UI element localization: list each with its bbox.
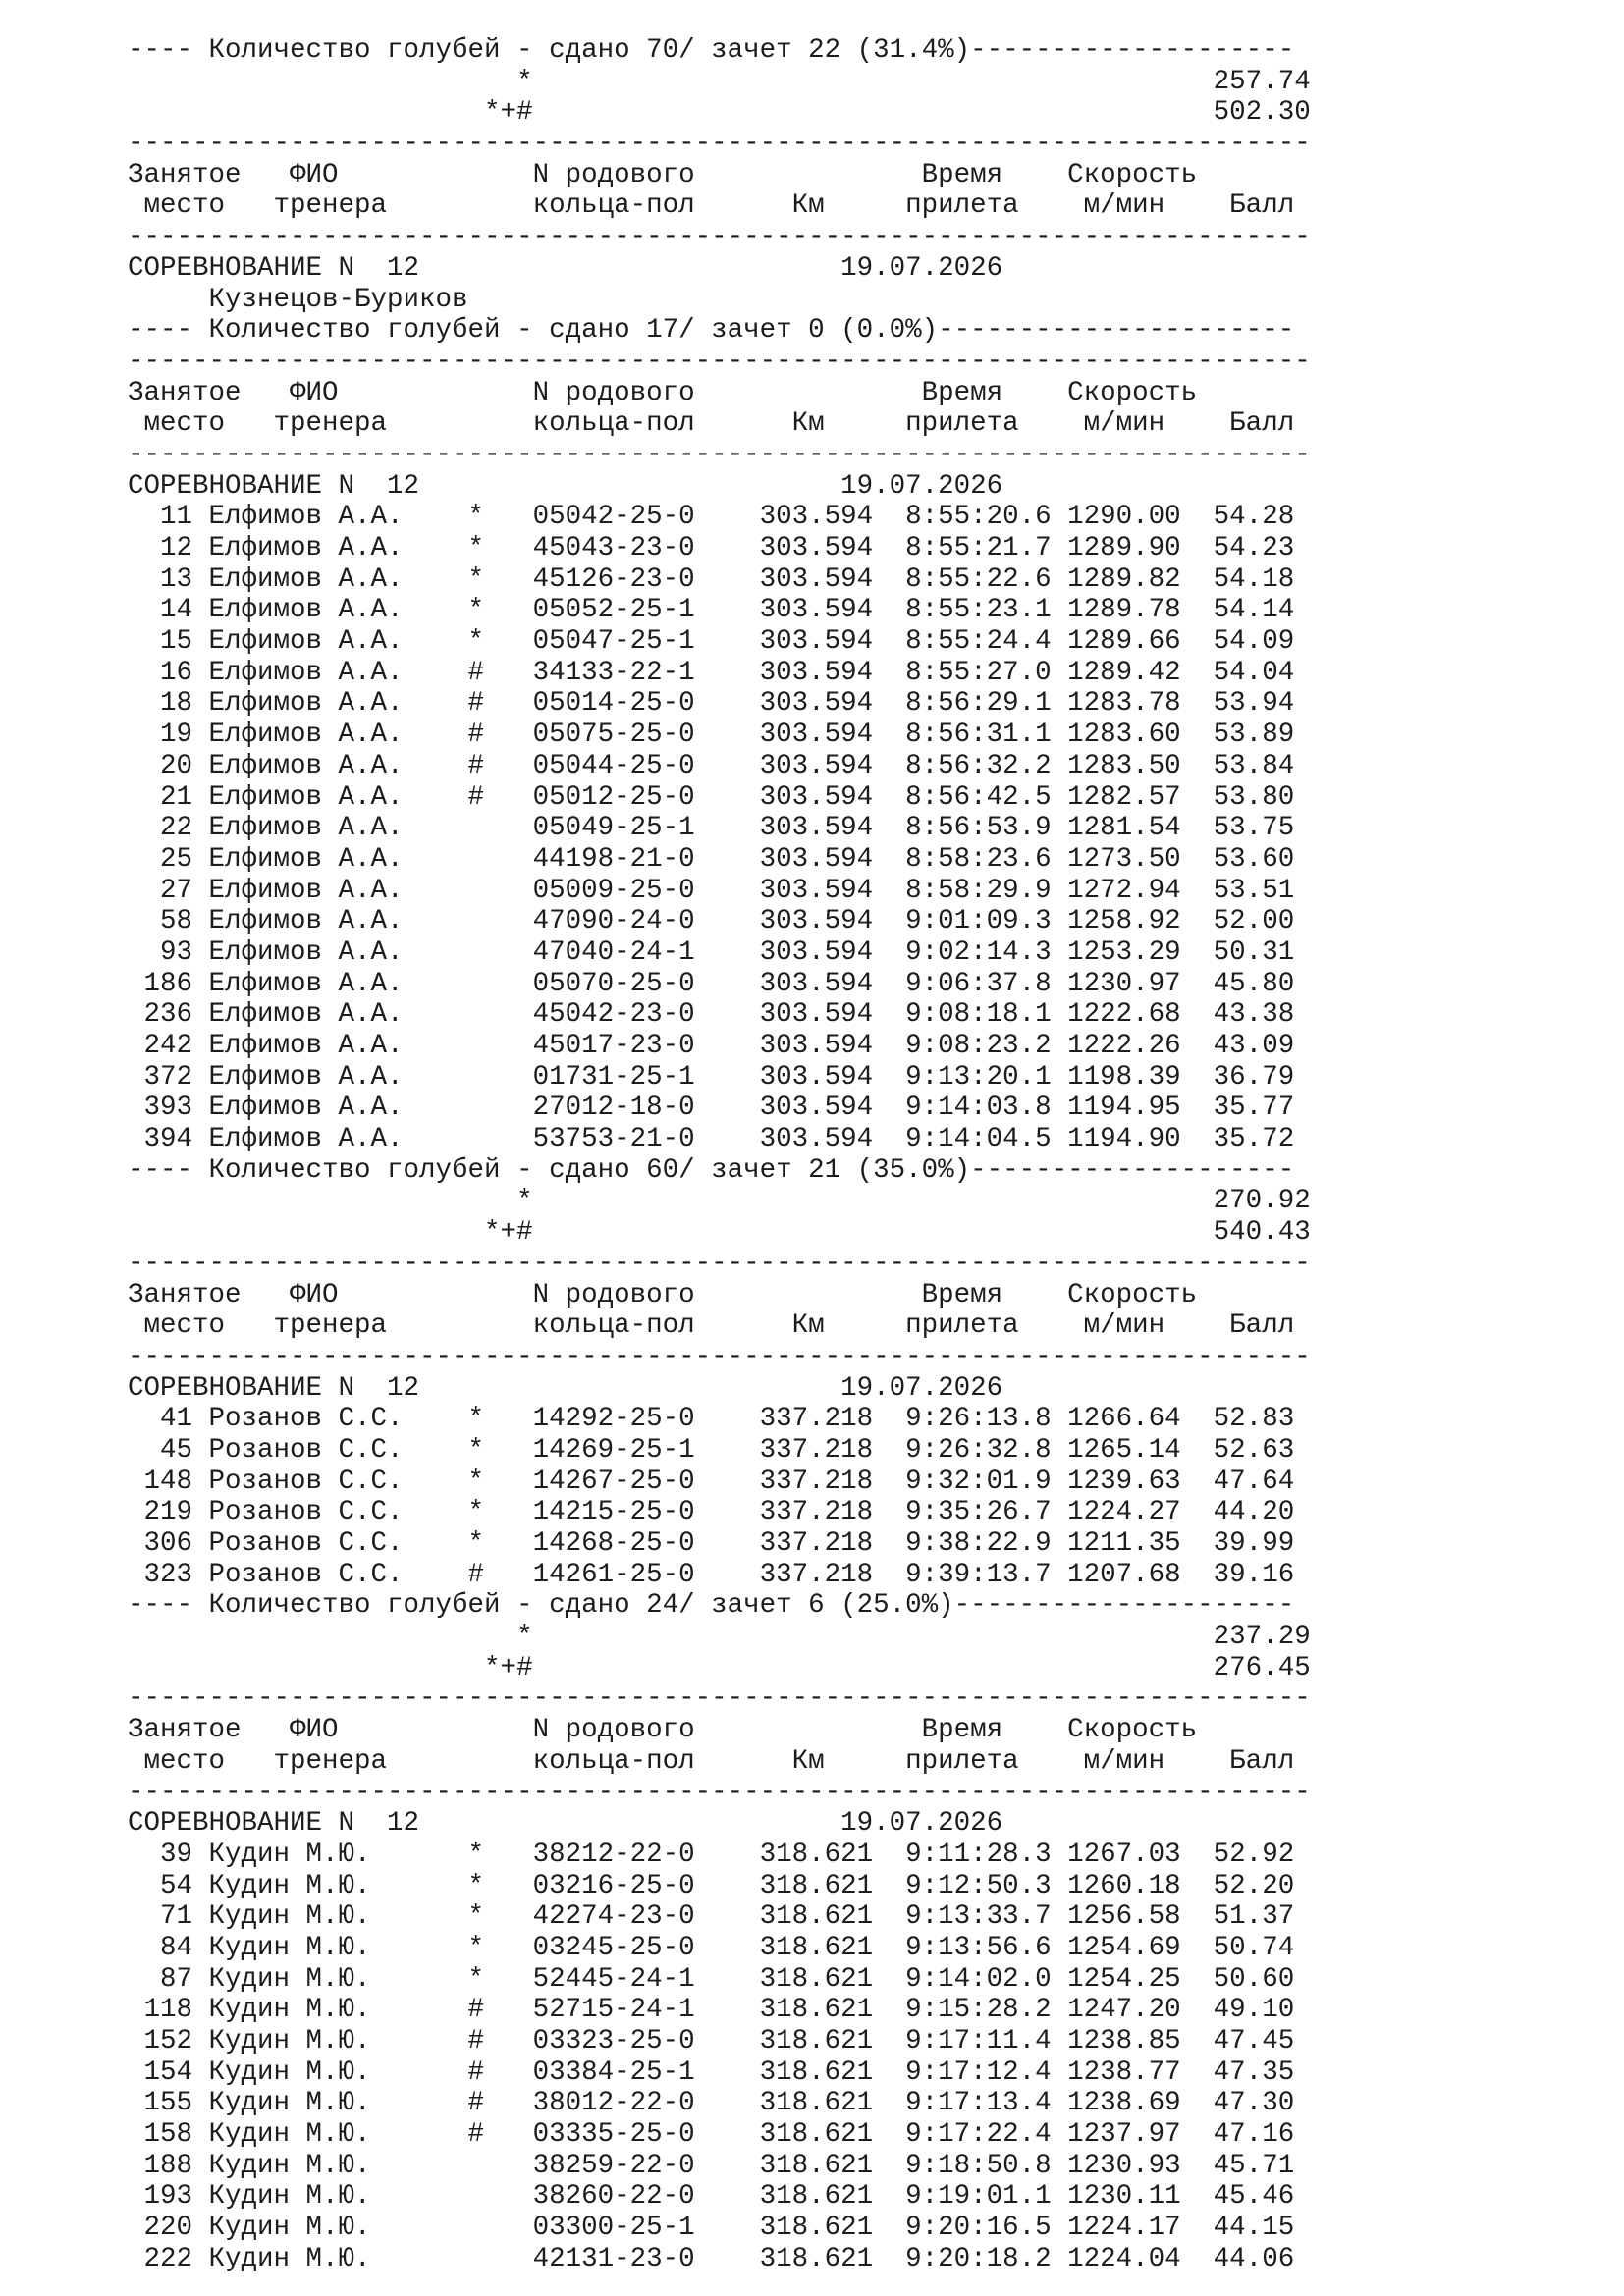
score-total-line: *+# 540.43 bbox=[128, 1217, 1311, 1249]
result-row: 87 Кудин М.Ю. * 52445-24-1 318.621 9:14:02.0 1254.25 50.60 bbox=[128, 1963, 1295, 1995]
separator-line: ------------------------------------------------------------------------- bbox=[128, 1683, 1311, 1715]
separator-line: ------------------------------------------------------------------------- bbox=[128, 129, 1311, 160]
result-row: 18 Елфимов А.А. # 05014-25-0 303.594 8:56:29.1 1283.78 53.94 bbox=[128, 688, 1295, 720]
result-row: 306 Розанов С.С. * 14268-25-0 337.218 9:38:22.9 1211.35 39.99 bbox=[128, 1528, 1295, 1559]
result-row: 13 Елфимов А.А. * 45126-23-0 303.594 8:55:22.6 1289.82 54.18 bbox=[128, 563, 1295, 595]
score-total-line: * 237.29 bbox=[128, 1622, 1311, 1653]
result-row: 19 Елфимов А.А. # 05075-25-0 303.594 8:56:31.1 1283.60 53.89 bbox=[128, 720, 1295, 751]
result-row: 158 Кудин М.Ю. # 03335-25-0 318.621 9:17:22.4 1237.97 47.16 bbox=[128, 2119, 1295, 2151]
column-header-line: Занятое ФИО N родового Время Скорость bbox=[128, 1279, 1198, 1310]
column-subheader-line: место тренера кольца-пол Км прилета м/мин Балл bbox=[128, 408, 1295, 440]
result-row: 54 Кудин М.Ю. * 03216-25-0 318.621 9:12:50.3 1260.18 52.20 bbox=[128, 1870, 1295, 1901]
competition-header: СОРЕВНОВАНИЕ N 12 19.07.2026 bbox=[128, 1372, 1003, 1404]
result-row: 186 Елфимов А.А. 05070-25-0 303.594 9:06:37.8 1230.97 45.80 bbox=[128, 968, 1295, 999]
separator-line: ------------------------------------------------------------------------- bbox=[128, 1248, 1311, 1279]
score-total-line: *+# 276.45 bbox=[128, 1652, 1311, 1683]
result-row: 93 Елфимов А.А. 47040-24-1 303.594 9:02:14.3 1253.29 50.31 bbox=[128, 936, 1295, 968]
result-row: 154 Кудин М.Ю. # 03384-25-1 318.621 9:17:12.4 1238.77 47.35 bbox=[128, 2056, 1295, 2088]
result-row: 21 Елфимов А.А. # 05012-25-0 303.594 8:56:42.5 1282.57 53.80 bbox=[128, 781, 1295, 813]
pigeon-count-summary: ---- Количество голубей - сдано 24/ зачет 6 (25.0%)--------------------- bbox=[128, 1590, 1295, 1622]
separator-line: ------------------------------------------------------------------------- bbox=[128, 1341, 1311, 1372]
result-row: 242 Елфимов А.А. 45017-23-0 303.594 9:08:23.2 1222.26 43.09 bbox=[128, 1031, 1295, 1061]
result-row: 41 Розанов С.С. * 14292-25-0 337.218 9:26:13.8 1266.64 52.83 bbox=[128, 1404, 1295, 1435]
column-header-line: Занятое ФИО N родового Время Скорость bbox=[128, 1715, 1198, 1746]
result-row: 323 Розанов С.С. # 14261-25-0 337.218 9:39:13.7 1207.68 39.16 bbox=[128, 1559, 1295, 1590]
result-row: 12 Елфимов А.А. * 45043-23-0 303.594 8:55:21.7 1289.90 54.23 bbox=[128, 533, 1295, 563]
separator-line: ------------------------------------------------------------------------- bbox=[128, 1777, 1311, 1808]
result-row: 84 Кудин М.Ю. * 03245-25-0 318.621 9:13:56.6 1254.69 50.74 bbox=[128, 1932, 1295, 1963]
result-row: 71 Кудин М.Ю. * 42274-23-0 318.621 9:13:33.7 1256.58 51.37 bbox=[128, 1901, 1295, 1933]
result-row: 236 Елфимов А.А. 45042-23-0 303.594 9:08:18.1 1222.68 43.38 bbox=[128, 999, 1295, 1031]
score-total-line: *+# 502.30 bbox=[128, 97, 1311, 129]
result-row: 193 Кудин М.Ю. 38260-22-0 318.621 9:19:01.1 1230.11 45.46 bbox=[128, 2181, 1295, 2213]
result-row: 393 Елфимов А.А. 27012-18-0 303.594 9:14:03.8 1194.95 35.77 bbox=[128, 1093, 1295, 1124]
result-row: 220 Кудин М.Ю. 03300-25-1 318.621 9:20:16.5 1224.17 44.15 bbox=[128, 2213, 1295, 2244]
column-header-line: Занятое ФИО N родового Время Скорость bbox=[128, 159, 1198, 190]
separator-line: ------------------------------------------------------------------------- bbox=[128, 439, 1311, 470]
result-row: 394 Елфимов А.А. 53753-21-0 303.594 9:14:04.5 1194.90 35.72 bbox=[128, 1124, 1295, 1155]
separator-line: ------------------------------------------------------------------------- bbox=[128, 346, 1311, 377]
trainer-name-line: Кузнецов-Буриков bbox=[128, 284, 468, 315]
result-row: 22 Елфимов А.А. 05049-25-1 303.594 8:56:53.9 1281.54 53.75 bbox=[128, 813, 1295, 844]
result-row: 45 Розанов С.С. * 14269-25-1 337.218 9:26:32.8 1265.14 52.63 bbox=[128, 1434, 1295, 1466]
result-row: 16 Елфимов А.А. # 34133-22-1 303.594 8:55:27.0 1289.42 54.04 bbox=[128, 657, 1295, 688]
result-row: 15 Елфимов А.А. * 05047-25-1 303.594 8:55:24.4 1289.66 54.09 bbox=[128, 626, 1295, 658]
column-subheader-line: место тренера кольца-пол Км прилета м/мин Балл bbox=[128, 1310, 1295, 1342]
column-subheader-line: место тренера кольца-пол Км прилета м/мин Балл bbox=[128, 1745, 1295, 1777]
result-row: 118 Кудин М.Ю. # 52715-24-1 318.621 9:15:28.2 1247.20 49.10 bbox=[128, 1995, 1295, 2026]
result-row: 188 Кудин М.Ю. 38259-22-0 318.621 9:18:50.8 1230.93 45.71 bbox=[128, 2150, 1295, 2181]
competition-header: СОРЕВНОВАНИЕ N 12 19.07.2026 bbox=[128, 252, 1003, 284]
result-row: 25 Елфимов А.А. 44198-21-0 303.594 8:58:23.6 1273.50 53.60 bbox=[128, 843, 1295, 875]
report-listing bbox=[128, 35, 1311, 2275]
pigeon-count-summary: ---- Количество голубей - сдано 60/ зачет 21 (35.0%)-------------------- bbox=[128, 1154, 1295, 1186]
competition-header: СОРЕВНОВАНИЕ N 12 19.07.2026 bbox=[128, 470, 1003, 502]
result-row: 58 Елфимов А.А. 47090-24-0 303.594 9:01:09.3 1258.92 52.00 bbox=[128, 906, 1295, 937]
pigeon-count-summary: ---- Количество голубей - сдано 17/ зачет 0 (0.0%)---------------------- bbox=[128, 315, 1295, 347]
result-row: 222 Кудин М.Ю. 42131-23-0 318.621 9:20:18.2 1224.04 44.06 bbox=[128, 2243, 1295, 2274]
result-row: 219 Розанов С.С. * 14215-25-0 337.218 9:35:26.7 1224.27 44.20 bbox=[128, 1497, 1295, 1528]
pigeon-count-summary: ---- Количество голубей - сдано 70/ зачет 22 (31.4%)-------------------- bbox=[128, 35, 1295, 66]
score-total-line: * 257.74 bbox=[128, 66, 1311, 97]
result-row: 27 Елфимов А.А. 05009-25-0 303.594 8:58:29.9 1272.94 53.51 bbox=[128, 875, 1295, 906]
column-subheader-line: место тренера кольца-пол Км прилета м/мин Балл bbox=[128, 190, 1295, 222]
result-row: 152 Кудин М.Ю. # 03323-25-0 318.621 9:17:11.4 1238.85 47.45 bbox=[128, 2026, 1295, 2056]
competition-header: СОРЕВНОВАНИЕ N 12 19.07.2026 bbox=[128, 1808, 1003, 1840]
result-row: 14 Елфимов А.А. * 05052-25-1 303.594 8:55:23.1 1289.78 54.14 bbox=[128, 595, 1295, 626]
score-total-line: * 270.92 bbox=[128, 1186, 1311, 1217]
separator-line: ------------------------------------------------------------------------- bbox=[128, 222, 1311, 253]
result-row: 155 Кудин М.Ю. # 38012-22-0 318.621 9:17:13.4 1238.69 47.30 bbox=[128, 2088, 1295, 2119]
result-row: 372 Елфимов А.А. 01731-25-1 303.594 9:13:20.1 1198.39 36.79 bbox=[128, 1061, 1295, 1093]
result-row: 11 Елфимов А.А. * 05042-25-0 303.594 8:55:20.6 1290.00 54.28 bbox=[128, 502, 1295, 533]
column-header-line: Занятое ФИО N родового Время Скорость bbox=[128, 377, 1198, 408]
result-row: 39 Кудин М.Ю. * 38212-22-0 318.621 9:11:28.3 1267.03 52.92 bbox=[128, 1839, 1295, 1870]
result-row: 148 Розанов С.С. * 14267-25-0 337.218 9:32:01.9 1239.63 47.64 bbox=[128, 1466, 1295, 1497]
result-row: 20 Елфимов А.А. # 05044-25-0 303.594 8:56:32.2 1283.50 53.84 bbox=[128, 750, 1295, 781]
